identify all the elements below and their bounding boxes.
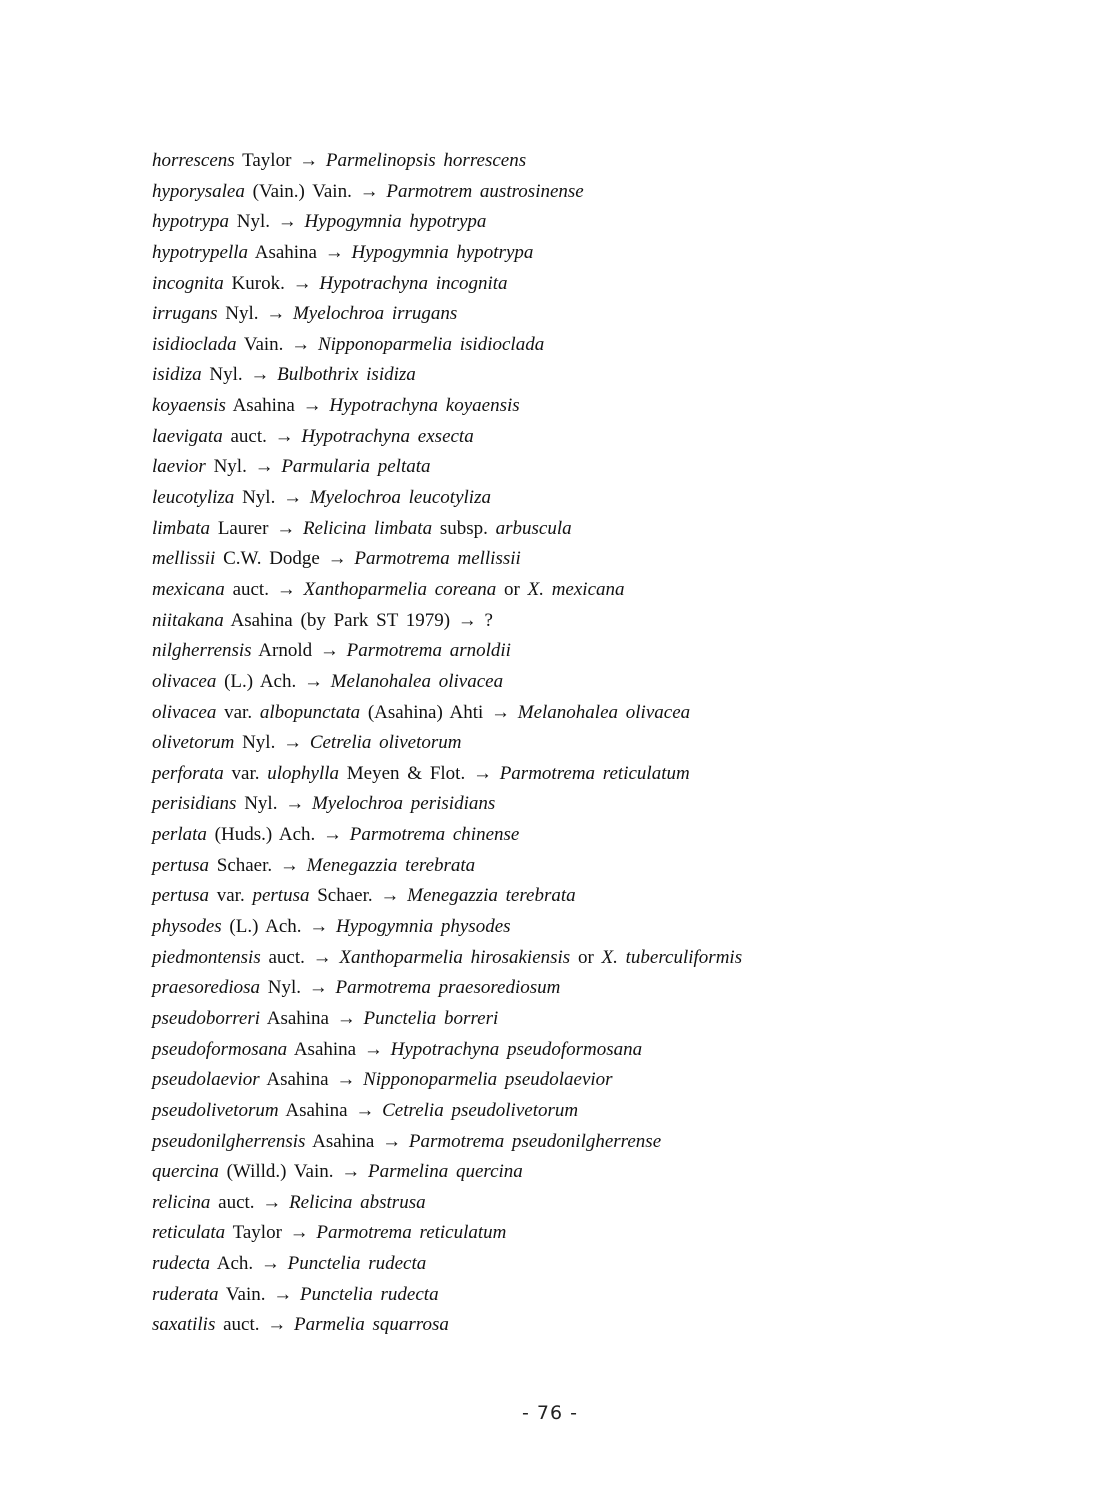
- text-segment: auct. →: [260, 946, 340, 968]
- list-item: [152, 606, 1052, 637]
- italic-taxon: pertusa: [152, 885, 209, 907]
- italic-taxon: niitakana: [152, 609, 224, 631]
- list-item: [152, 636, 1052, 667]
- italic-taxon: Parmelina quercina: [368, 1161, 523, 1183]
- italic-taxon: Punctelia rudecta: [299, 1283, 439, 1305]
- italic-taxon: perlata: [152, 824, 207, 846]
- text-segment: Nyl. →: [234, 487, 310, 509]
- italic-taxon: Parmotrema arnoldii: [346, 640, 511, 662]
- italic-taxon: olivetorum: [152, 732, 235, 754]
- list-item: [152, 1096, 1052, 1127]
- text-segment: Vain. →: [218, 1283, 300, 1305]
- italic-taxon: laevior: [152, 456, 206, 478]
- italic-taxon: reticulata: [152, 1222, 226, 1244]
- text-segment: Taylor →: [234, 150, 326, 171]
- list-item: [152, 391, 1052, 422]
- italic-taxon: Hypogymnia hypotrypa: [304, 211, 487, 233]
- list-item: [152, 146, 1052, 177]
- text-segment: Meyen & Flot. →: [339, 762, 500, 784]
- italic-taxon: Relicina limbata: [302, 517, 433, 539]
- italic-taxon: Parmotrema praesorediosum: [335, 977, 561, 999]
- list-item: [152, 207, 1052, 238]
- text-segment: Schaer. →: [309, 885, 408, 907]
- text-segment: Vain. →: [236, 333, 318, 355]
- italic-taxon: olivacea: [152, 701, 217, 723]
- italic-taxon: Parmularia peltata: [281, 456, 431, 478]
- list-item: [152, 881, 1052, 912]
- list-item: [152, 1280, 1052, 1311]
- italic-taxon: Xanthoparmelia hirosakiensis: [339, 946, 571, 968]
- italic-taxon: pseudolivetorum: [152, 1099, 279, 1121]
- italic-taxon: ruderata: [152, 1283, 219, 1305]
- italic-taxon: olivacea: [152, 670, 217, 692]
- text-segment: var.: [209, 885, 253, 907]
- italic-taxon: Punctelia borreri: [363, 1007, 499, 1029]
- italic-taxon: Hypotrachyna incognita: [319, 272, 508, 294]
- italic-taxon: Relicina abstrusa: [289, 1191, 426, 1213]
- italic-taxon: saxatilis: [152, 1314, 216, 1336]
- italic-taxon: nilgherrensis: [152, 640, 252, 662]
- text-segment: (L.) Ach. →: [221, 916, 337, 938]
- list-item: [152, 544, 1052, 575]
- list-item: [152, 483, 1052, 514]
- italic-taxon: leucotyliza: [152, 487, 235, 509]
- italic-taxon: Punctelia rudecta: [287, 1253, 427, 1275]
- italic-taxon: hypotrypa: [152, 211, 230, 233]
- text-segment: auct. →: [224, 578, 304, 600]
- italic-taxon: arbuscula: [495, 517, 572, 539]
- text-segment: var.: [223, 762, 268, 784]
- list-item: [152, 1127, 1052, 1158]
- text-segment: (Vain.) Vain. →: [244, 180, 387, 202]
- text-segment: auct. →: [215, 1314, 294, 1336]
- italic-taxon: albopunctata: [259, 701, 361, 723]
- text-segment: Arnold →: [251, 640, 347, 662]
- italic-taxon: pertusa: [252, 885, 310, 907]
- italic-taxon: Parmotrem austrosinense: [386, 180, 584, 202]
- list-item: [152, 1004, 1052, 1035]
- italic-taxon: pseudoborreri: [152, 1007, 261, 1029]
- list-item: [152, 1065, 1052, 1096]
- text-segment: Asahina (by Park ST 1979) → ?: [223, 609, 493, 631]
- italic-taxon: X. tuberculiformis: [601, 946, 743, 968]
- text-segment: subsp.: [432, 517, 496, 539]
- italic-taxon: X. mexicana: [527, 578, 625, 600]
- list-item: [152, 422, 1052, 453]
- italic-taxon: mellissii: [152, 548, 216, 570]
- list-item: [152, 575, 1052, 606]
- italic-taxon: Parmelinopsis horrescens: [325, 150, 527, 171]
- italic-taxon: Parmotrema chinense: [349, 824, 520, 846]
- italic-taxon: Cetrelia olivetorum: [309, 732, 462, 754]
- text-segment: Asahina →: [225, 395, 330, 417]
- italic-taxon: Hypotrachyna exsecta: [301, 425, 474, 447]
- list-item: [152, 514, 1052, 545]
- text-segment: (L.) Ach. →: [216, 670, 331, 692]
- italic-taxon: Bulbothrix isidiza: [277, 364, 416, 386]
- list-item: [152, 851, 1052, 882]
- italic-taxon: irrugans: [152, 303, 218, 325]
- italic-taxon: Myelochroa perisidians: [311, 793, 496, 815]
- italic-taxon: Hypotrachyna pseudoformosana: [390, 1038, 643, 1060]
- list-item: [152, 299, 1052, 330]
- list-item: [152, 1249, 1052, 1280]
- italic-taxon: Melanohalea olivacea: [330, 670, 504, 692]
- italic-taxon: piedmontensis: [152, 946, 261, 968]
- text-segment: (Asahina) Ahti →: [360, 701, 518, 723]
- text-segment: Nyl. →: [229, 211, 305, 233]
- list-item: [152, 1035, 1052, 1066]
- italic-taxon: Parmelia squarrosa: [294, 1314, 449, 1336]
- text-segment: Laurer →: [210, 517, 303, 539]
- italic-taxon: Melanohalea olivacea: [517, 701, 691, 723]
- text-segment: Nyl. →: [217, 303, 293, 325]
- list-item: [152, 1218, 1052, 1249]
- italic-taxon: limbata: [152, 517, 211, 539]
- italic-taxon: Parmotrema mellissii: [354, 548, 521, 570]
- italic-taxon: Parmotrema pseudonilgherrense: [408, 1130, 662, 1152]
- italic-taxon: physodes: [152, 916, 222, 938]
- text-segment: Nyl. →: [234, 732, 310, 754]
- text-segment: or: [570, 946, 602, 968]
- italic-taxon: isidioclada: [152, 333, 237, 355]
- text-segment: Nyl. →: [260, 977, 336, 999]
- italic-taxon: quercina: [152, 1161, 219, 1183]
- italic-taxon: laevigata: [152, 425, 223, 447]
- list-item: [152, 330, 1052, 361]
- italic-taxon: Cetrelia pseudolivetorum: [382, 1099, 579, 1121]
- italic-taxon: Myelochroa leucotyliza: [309, 487, 491, 509]
- list-item: [152, 452, 1052, 483]
- text-segment: Ach. →: [210, 1253, 288, 1275]
- italic-taxon: relicina: [152, 1191, 211, 1213]
- list-item: [152, 269, 1052, 300]
- text-segment: Nyl. →: [236, 793, 312, 815]
- list-item: [152, 238, 1052, 269]
- italic-taxon: Nipponoparmelia isidioclada: [317, 333, 545, 355]
- text-segment: var.: [216, 701, 260, 723]
- list-item: [152, 360, 1052, 391]
- text-segment: Nyl. →: [201, 364, 278, 386]
- italic-taxon: Nipponoparmelia pseudolaevior: [363, 1069, 613, 1091]
- italic-taxon: Parmotrema reticulatum: [499, 762, 690, 784]
- list-item: [152, 912, 1052, 943]
- text-segment: Schaer. →: [209, 854, 307, 876]
- list-item: [152, 943, 1052, 974]
- italic-taxon: praesorediosa: [152, 977, 261, 999]
- list-item: [152, 759, 1052, 790]
- text-segment: (Huds.) Ach. →: [206, 824, 350, 846]
- text-segment: Asahina →: [248, 241, 352, 263]
- list-item: [152, 1188, 1052, 1219]
- list-item: [152, 1157, 1052, 1188]
- text-segment: Asahina →: [260, 1007, 364, 1029]
- italic-taxon: Hypotrachyna koyaensis: [329, 395, 520, 417]
- text-segment: Asahina →: [278, 1099, 383, 1121]
- text-segment: Taylor →: [225, 1222, 317, 1244]
- synonym-list: [152, 146, 1052, 1341]
- italic-taxon: pertusa: [152, 854, 209, 876]
- italic-taxon: horrescens: [152, 150, 235, 171]
- list-item: [152, 789, 1052, 820]
- italic-taxon: perisidians: [152, 793, 237, 815]
- text-segment: Asahina →: [287, 1038, 391, 1060]
- list-item: [152, 177, 1052, 208]
- italic-taxon: hyporysalea: [152, 180, 245, 202]
- italic-taxon: pseudolaevior: [152, 1069, 260, 1091]
- text-segment: C.W. Dodge →: [215, 548, 355, 570]
- italic-taxon: perforata: [152, 762, 224, 784]
- text-segment: or: [496, 578, 528, 600]
- text-segment: Nyl. →: [205, 456, 282, 478]
- italic-taxon: mexicana: [152, 578, 225, 600]
- italic-taxon: Hypogymnia hypotrypa: [351, 241, 534, 263]
- italic-taxon: hypotrypella: [152, 241, 249, 263]
- list-item: [152, 698, 1052, 729]
- italic-taxon: Menegazzia terebrata: [407, 885, 576, 907]
- list-item: [152, 820, 1052, 851]
- italic-taxon: incognita: [152, 272, 224, 294]
- text-segment: Asahina →: [305, 1130, 409, 1152]
- italic-taxon: Hypogymnia physodes: [336, 916, 511, 938]
- page-number: - 76 -: [522, 1402, 578, 1424]
- italic-taxon: koyaensis: [152, 395, 226, 417]
- list-item: [152, 667, 1052, 698]
- italic-taxon: Xanthoparmelia coreana: [303, 578, 497, 600]
- italic-taxon: Myelochroa irrugans: [292, 303, 458, 325]
- italic-taxon: Parmotrema reticulatum: [316, 1222, 507, 1244]
- list-item: [152, 1310, 1052, 1341]
- list-item: [152, 973, 1052, 1004]
- list-item: [152, 728, 1052, 759]
- text-segment: Asahina →: [259, 1069, 364, 1091]
- italic-taxon: rudecta: [152, 1253, 211, 1275]
- text-segment: auct. →: [210, 1191, 290, 1213]
- text-segment: auct. →: [222, 425, 302, 447]
- text-segment: (Willd.) Vain. →: [218, 1161, 368, 1183]
- text-segment: Kurok. →: [223, 272, 320, 294]
- italic-taxon: pseudonilgherrensis: [152, 1130, 306, 1152]
- italic-taxon: ulophylla: [267, 762, 340, 784]
- italic-taxon: pseudoformosana: [152, 1038, 288, 1060]
- italic-taxon: isidiza: [152, 364, 202, 386]
- italic-taxon: Menegazzia terebrata: [306, 854, 476, 876]
